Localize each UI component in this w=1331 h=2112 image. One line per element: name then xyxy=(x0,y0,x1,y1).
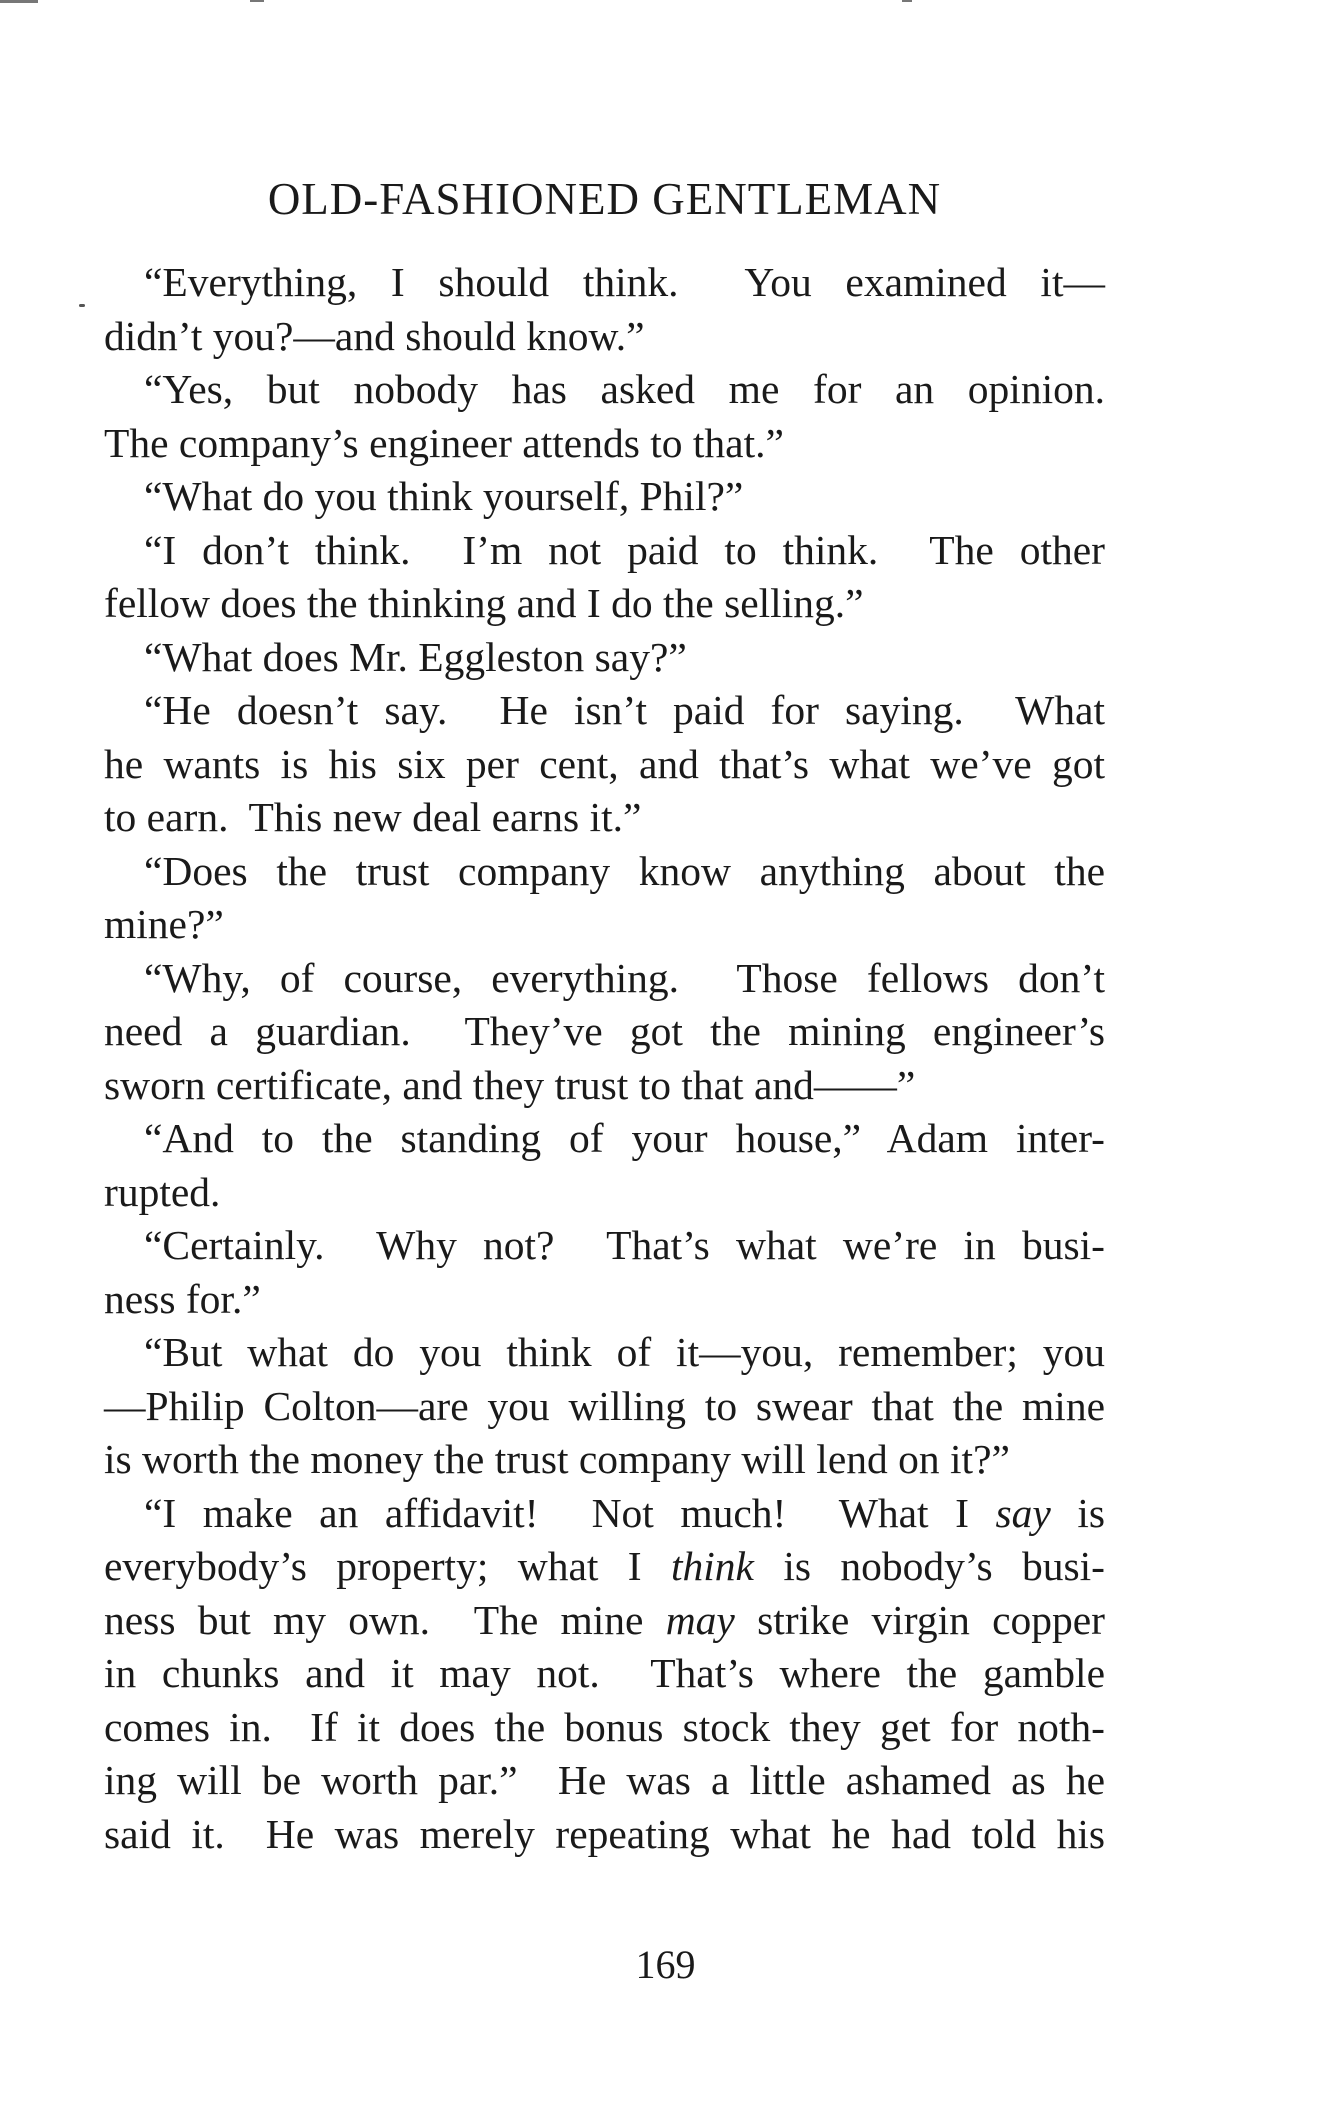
text-line: rupted. xyxy=(104,1168,221,1215)
text-line: “Everything, I should think. You examined it— xyxy=(144,259,1105,305)
scan-edge-mark xyxy=(902,0,912,2)
text-line: ness for.” xyxy=(104,1275,261,1322)
text-line: ness but my own. The mine may strike virgin copper xyxy=(104,1596,1106,1643)
text-line: mine?” xyxy=(104,901,224,947)
margin-mark xyxy=(79,304,85,307)
text-line: “Why, of course, everything. Those fellows don’t xyxy=(144,954,1105,1001)
text-line: he wants is his six per cent, and that’s what we’ve got xyxy=(104,740,1105,787)
text-line: “Certainly. Why not? That’s what we’re in busi- xyxy=(144,1222,1105,1268)
text-line: “Does the trust company know anything about the xyxy=(144,847,1105,894)
text-line: “But what do you think of it—you, remember; you xyxy=(144,1329,1105,1375)
text-line: comes in. If it does the bonus stock they get for noth- xyxy=(104,1703,1105,1750)
text-line: sworn certificate, and they trust to that and——” xyxy=(104,1061,916,1108)
text-line: “I make an affidavit! Not much! What I say is xyxy=(144,1489,1105,1536)
text-line: everybody’s property; what I think is nobody’s busi- xyxy=(104,1543,1105,1589)
italic-word: think xyxy=(670,1543,754,1589)
running-header: OLD-FASHIONED GENTLEMAN xyxy=(267,174,942,224)
text-line: “Yes, but nobody has asked me for an opinion. xyxy=(144,366,1105,412)
text-line: “And to the standing of your house,” Adam inter- xyxy=(144,1115,1105,1161)
text-line: The company’s engineer attends to that.” xyxy=(104,419,784,466)
text-line: ing will be worth par.” He was a little ashamed as he xyxy=(104,1757,1105,1803)
body-text xyxy=(104,256,1105,1861)
text-line: to earn. This new deal earns it.” xyxy=(104,794,642,840)
text-line: “What do you think yourself, Phil?” xyxy=(144,473,744,519)
text-line: “What does Mr. Eggleston say?” xyxy=(144,633,687,680)
page-number: 169 xyxy=(635,1942,696,1987)
text-line: —Philip Colton—are you willing to swear that the mine xyxy=(104,1382,1105,1429)
italic-word: say xyxy=(995,1489,1051,1536)
scan-edge-mark xyxy=(0,0,38,3)
text-line: in chunks and it may not. That’s where the gamble xyxy=(104,1650,1105,1696)
italic-word: may xyxy=(665,1596,735,1643)
text-line: is worth the money the trust company will lend on it?” xyxy=(104,1436,1010,1482)
text-line: fellow does the thinking and I do the selling.” xyxy=(104,580,864,626)
scan-edge-mark xyxy=(250,0,264,2)
text-line: “He doesn’t say. He isn’t paid for saying. What xyxy=(144,687,1105,733)
text-line: said it. He was merely repeating what he had told his xyxy=(104,1810,1105,1857)
text-line: need a guardian. They’ve got the mining engineer’s xyxy=(104,1008,1105,1054)
text-line: didn’t you?—and should know.” xyxy=(104,312,645,359)
text-line: “I don’t think. I’m not paid to think. The other xyxy=(144,526,1105,573)
